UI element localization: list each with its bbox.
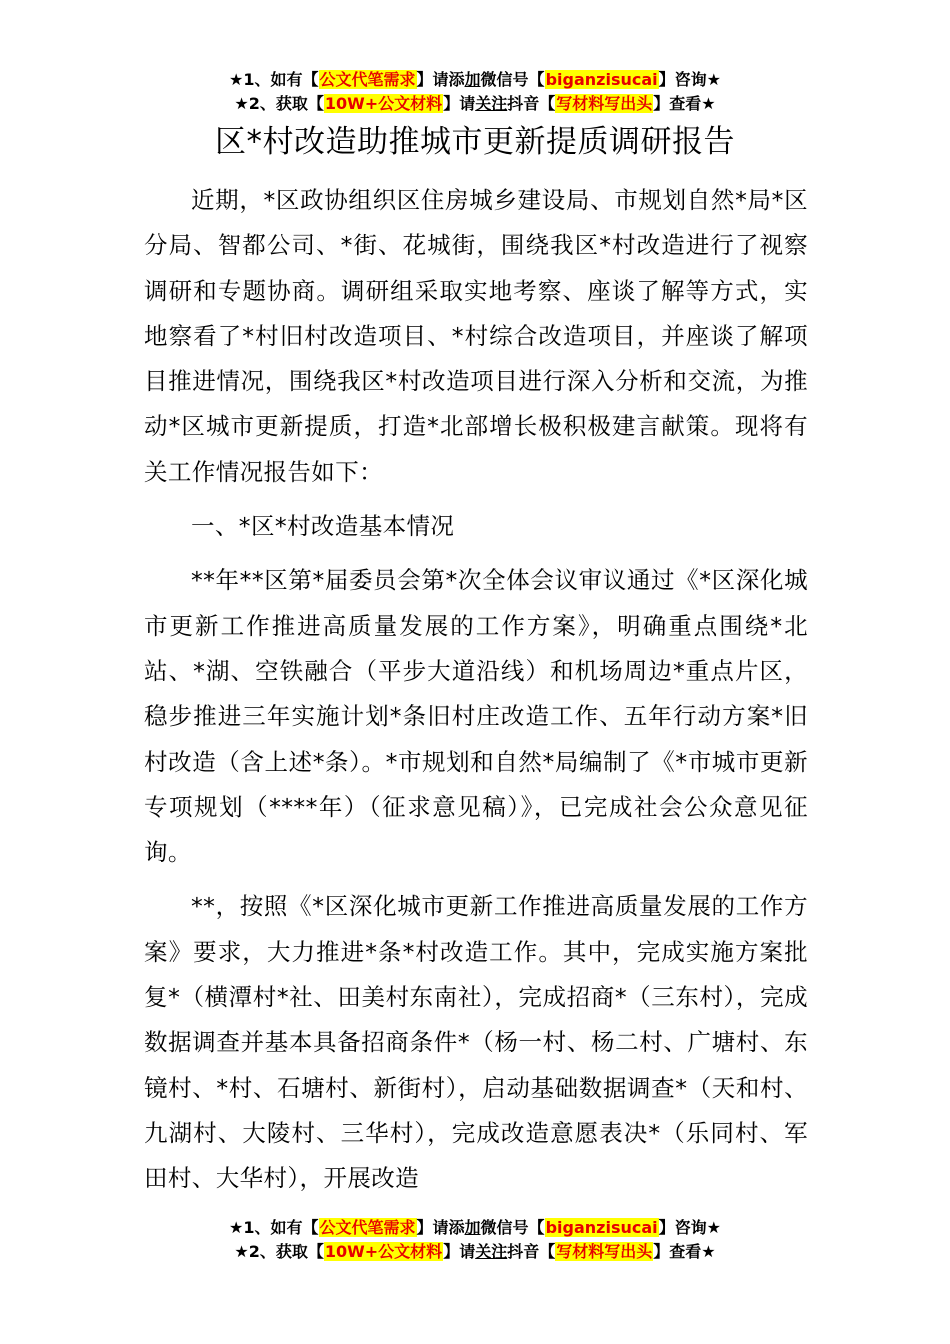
promo-highlight: 写材料写出头: [556, 1242, 653, 1261]
promo-banner-top: [0, 68, 950, 116]
promo-highlight: 写材料写出头: [556, 94, 653, 113]
promo-text: ★1、如有【: [229, 70, 319, 89]
promo-text: 】查看★: [653, 94, 716, 113]
section-heading: 一、*区*村改造基本情况: [191, 512, 455, 541]
promo-text: 微信号【: [480, 70, 545, 89]
promo-highlight: 10W+公文材料: [324, 94, 443, 113]
promo-line-1: [0, 68, 950, 92]
promo-text: 】请添: [416, 1218, 465, 1237]
promo-text: 】咨询★: [658, 70, 721, 89]
promo-text: 抖音【: [507, 94, 556, 113]
promo-line-2: [0, 92, 950, 116]
promo-text: 】查看★: [653, 1242, 716, 1261]
promo-line-1: [0, 1216, 950, 1240]
promo-text: 微信号【: [480, 1218, 545, 1237]
promo-text: 】请: [443, 94, 476, 113]
promo-text: 抖音【: [507, 1242, 556, 1261]
document-body: [144, 178, 808, 1211]
promo-highlight: 10W+公文材料: [324, 1242, 443, 1261]
promo-text: ★1、如有【: [229, 1218, 319, 1237]
promo-text: 】请添: [416, 70, 465, 89]
promo-emphasis: 加: [464, 1218, 481, 1237]
promo-banner-bottom: [0, 1216, 950, 1264]
promo-emphasis: 关注: [475, 1242, 508, 1261]
paragraph: **年**区第*届委员会第*次全体会议审议通过《*区深化城市更新工作推进高质量发展的工作方案》，明确重点围绕*北站、*湖、空铁融合（平步大道沿线）和机场周边*重点片区，稳步推进三年实施计划*条旧村庄改造工作、五年行动方案*旧村改造（含上述*条）。*市规划和自然*局编制了《*市城市更新专项规划（****年）（征求意见稿）》，已完成社会公众意见征询。: [144, 566, 808, 867]
paragraph-intro: 近期，*区政协组织区住房城乡建设局、市规划自然*局*区分局、智都公司、*街、花城街，围绕我区*村改造进行了视察调研和专题协商。调研组采取实地考察、座谈了解等方式，实地察看了*村旧村改造项目、*村综合改造项目，并座谈了解项目推进情况，围绕我区*村改造项目进行深入分析和交流，为推动*区城市更新提质，打造*北部增长极积极建言献策。现将有关工作情况报告如下：: [144, 186, 808, 486]
promo-highlight: biganzisucai: [545, 1218, 658, 1237]
promo-highlight: 公文代笔需求: [319, 70, 416, 89]
promo-text: 】咨询★: [658, 1218, 721, 1237]
promo-text: ★2、获取【: [234, 1242, 324, 1261]
promo-text: ★2、获取【: [234, 94, 324, 113]
promo-highlight: 公文代笔需求: [319, 1218, 416, 1237]
promo-text: 】请: [443, 1242, 476, 1261]
promo-emphasis: 加: [464, 70, 481, 89]
promo-emphasis: 关注: [475, 94, 508, 113]
promo-line-2: [0, 1240, 950, 1264]
promo-highlight: biganzisucai: [545, 70, 658, 89]
paragraph: **，按照《*区深化城市更新工作推进高质量发展的工作方案》要求，大力推进*条*村改造工作。其中，完成实施方案批复*（横潭村*社、田美村东南社），完成招商*（三东村），完成数据调查并基本具备招商条件*（杨一村、杨二村、广塘村、东镜村、*村、石塘村、新街村），启动基础数据调查*（天和村、九湖村、大陵村、三华村），完成改造意愿表决*（乐同村、军田村、大华村），开展改造: [144, 892, 808, 1193]
document-title: 区*村改造助推城市更新提质调研报告: [215, 124, 735, 160]
